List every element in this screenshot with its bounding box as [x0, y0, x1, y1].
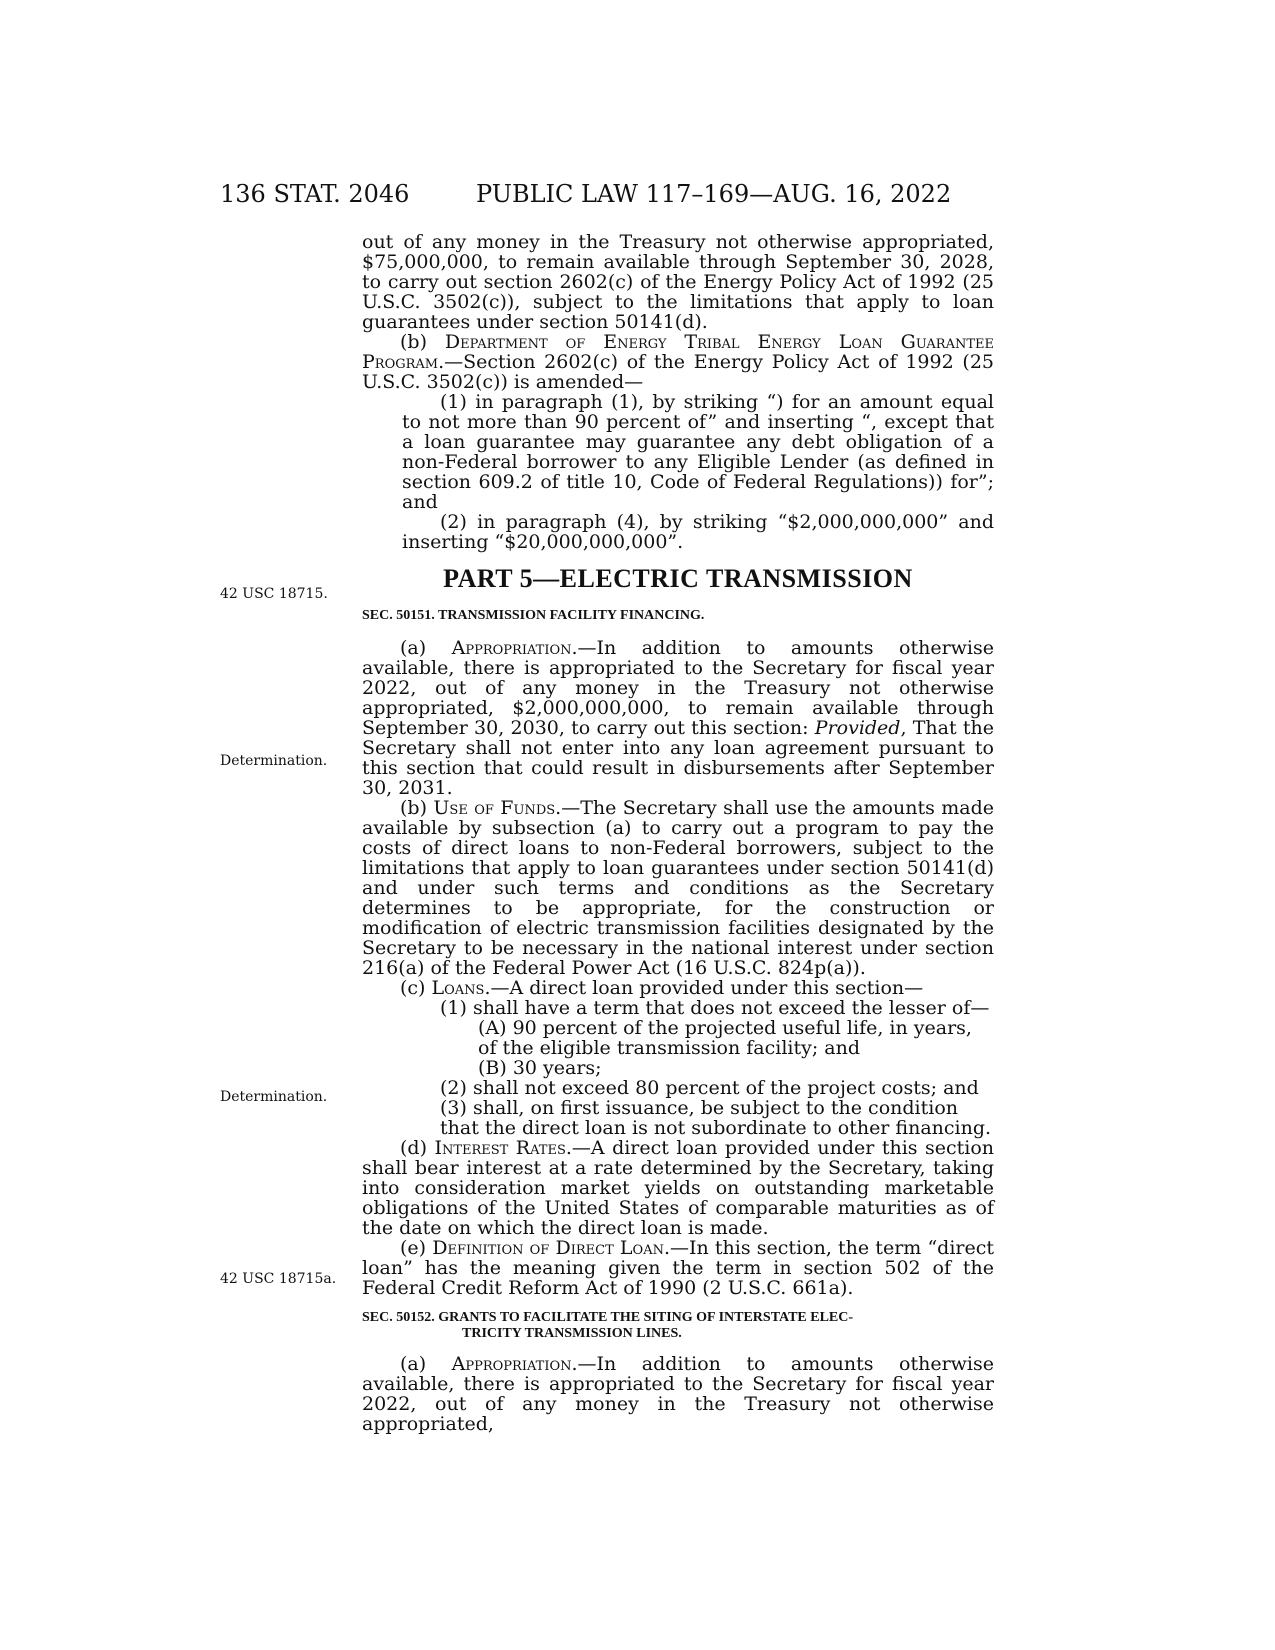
- subparagraph-cB: (B) 30 years;: [478, 1057, 602, 1079]
- section-heading-50151: SEC. 50151. TRANSMISSION FACILITY FINANCING.: [362, 608, 705, 623]
- subsection-heading: Loans.: [431, 977, 491, 999]
- subsection-label: (b): [400, 797, 434, 819]
- subsection-text: —In addition to amounts otherwise available, there is appropriated to the Secretary for fiscal year 2022, out of any money in the Treasury not otherwise appropriated,: [362, 1353, 994, 1435]
- subsection-label: (a): [400, 1353, 452, 1375]
- subsection-b: (b) Department of Energy Tribal Energy Loan Guarantee Program.—Section 2602(c) of the Energy Policy Act of 1992 (25 U.S.C. 3502(c)) is amended—: [362, 331, 994, 393]
- subsection-text: —In addition to amounts otherwise available, there is appropriated to the Secretary for fiscal year 2022, out of any money in the Treasury not otherwise appropriated, $2,000,000,000, to remain available through September 30, 2030, to carry out this section:: [362, 637, 994, 739]
- statute-body: [362, 232, 994, 1434]
- subsection-text: , That the Secretary shall not enter into any loan agreement pursuant to this section that could result in disbursements after September 30, 2031.: [362, 717, 994, 799]
- paragraph-c1: (1) shall have a term that does not exceed the lesser of—: [440, 997, 990, 1019]
- running-header: PUBLIC LAW 117–169—AUG. 16, 2022: [476, 180, 952, 208]
- part-title: PART 5—ELECTRIC TRANSMISSION: [443, 564, 913, 593]
- paragraph-b2: (2) in paragraph (4), by striking “$2,000,000,000” and inserting “$20,000,000,000”.: [402, 511, 994, 553]
- subsection-c: [362, 978, 994, 998]
- subsection-text: —The Secretary shall use the amounts made available by subsection (a) to carry out a program to pay the costs of direct loans to non-Federal borrowers, subject to the limitations that apply to loan guarantees under section 50141(d) and under such terms and conditions as the Secretary determines to be appropriate, for the construction or modification of electric transmission facilities designated by the Secretary to be necessary in the national interest under section 216(a) of the Federal Power Act (16 U.S.C. 824p(a)).: [362, 797, 994, 979]
- subsection-a: [362, 1354, 994, 1434]
- subsection-text: —A direct loan provided under this section—: [490, 977, 924, 999]
- statute-page-number: 136 STAT. 2046: [220, 180, 410, 208]
- subsection-label: (e): [400, 1237, 433, 1259]
- subsection-heading: Definition of Direct Loan.: [432, 1237, 671, 1259]
- provided-italic: Provided: [814, 717, 901, 739]
- section-heading-line: TRICITY TRANSMISSION LINES.: [462, 1326, 682, 1341]
- paragraph-c3: (3) shall, on first issuance, be subject to the condition that the direct loan is not subordinate to other financing.: [440, 1097, 992, 1139]
- subsection-label: (a): [400, 637, 452, 659]
- subsection-heading: Use of Funds.: [433, 797, 562, 819]
- subsection-b: [362, 798, 994, 978]
- subsection-e: [362, 1238, 994, 1298]
- subsection-text: —A direct loan provided under this section shall bear interest at a rate determined by the Secretary, taking into consideration market yields on outstanding marketable obligations of the United States of comparable maturities as of the date on which the direct loan is made.: [362, 1137, 994, 1239]
- subparagraph-cA: (A) 90 percent of the projected useful life, in years, of the eligible transmission facility; and: [478, 1017, 972, 1059]
- section-heading-line: SEC. 50152. GRANTS TO FACILITATE THE SITING OF INTERSTATE ELEC-: [362, 1310, 854, 1325]
- paragraph-continuation: out of any money in the Treasury not otherwise appropriated, $75,000,000, to remain available through September 30, 2028, to carry out section 2602(c) of the Energy Policy Act of 1992 (25 U.S.C. 3502(c)), subject to the limitations that apply to loan guarantees under section 50141(d).: [362, 231, 994, 333]
- margin-note-determination: Determination.: [220, 753, 328, 769]
- subsection-heading: Appropriation.: [451, 637, 578, 659]
- subsection-d: [362, 1138, 994, 1238]
- subsection-label: (d): [400, 1137, 435, 1159]
- subsection-a: [362, 638, 994, 798]
- subsection-heading: Department of Energy Tribal Energy Loan Guarantee Program.: [362, 331, 994, 373]
- subsection-heading: Appropriation.: [451, 1353, 578, 1375]
- margin-note-usc-18715a: 42 USC 18715a.: [220, 1271, 337, 1287]
- subsection-heading: Interest Rates.: [434, 1137, 572, 1159]
- margin-note-determination: Determination.: [220, 1089, 328, 1105]
- paragraph-b1: (1) in paragraph (1), by striking “) for an amount equal to not more than 90 percent of” and inserting “, except that a loan guarantee may guarantee any debt obligation of a non-Federal borrower to any Eligible Lender (as defined in section 609.2 of title 10, Code of Federal Regulations)) for”; and: [402, 391, 994, 513]
- section-heading-50152: [362, 1310, 994, 1342]
- margin-note-usc-18715: 42 USC 18715.: [220, 586, 328, 602]
- subsection-text: —In this section, the term “direct loan” has the meaning given the term in section 502 of the Federal Credit Reform Act of 1990 (2 U.S.C. 661a).: [362, 1237, 995, 1299]
- paragraph-c2: (2) shall not exceed 80 percent of the project costs; and: [440, 1077, 979, 1099]
- subsection-label: (c): [400, 977, 432, 999]
- subsection-text: —Section 2602(c) of the Energy Policy Act of 1992 (25 U.S.C. 3502(c)) is amended—: [362, 351, 994, 393]
